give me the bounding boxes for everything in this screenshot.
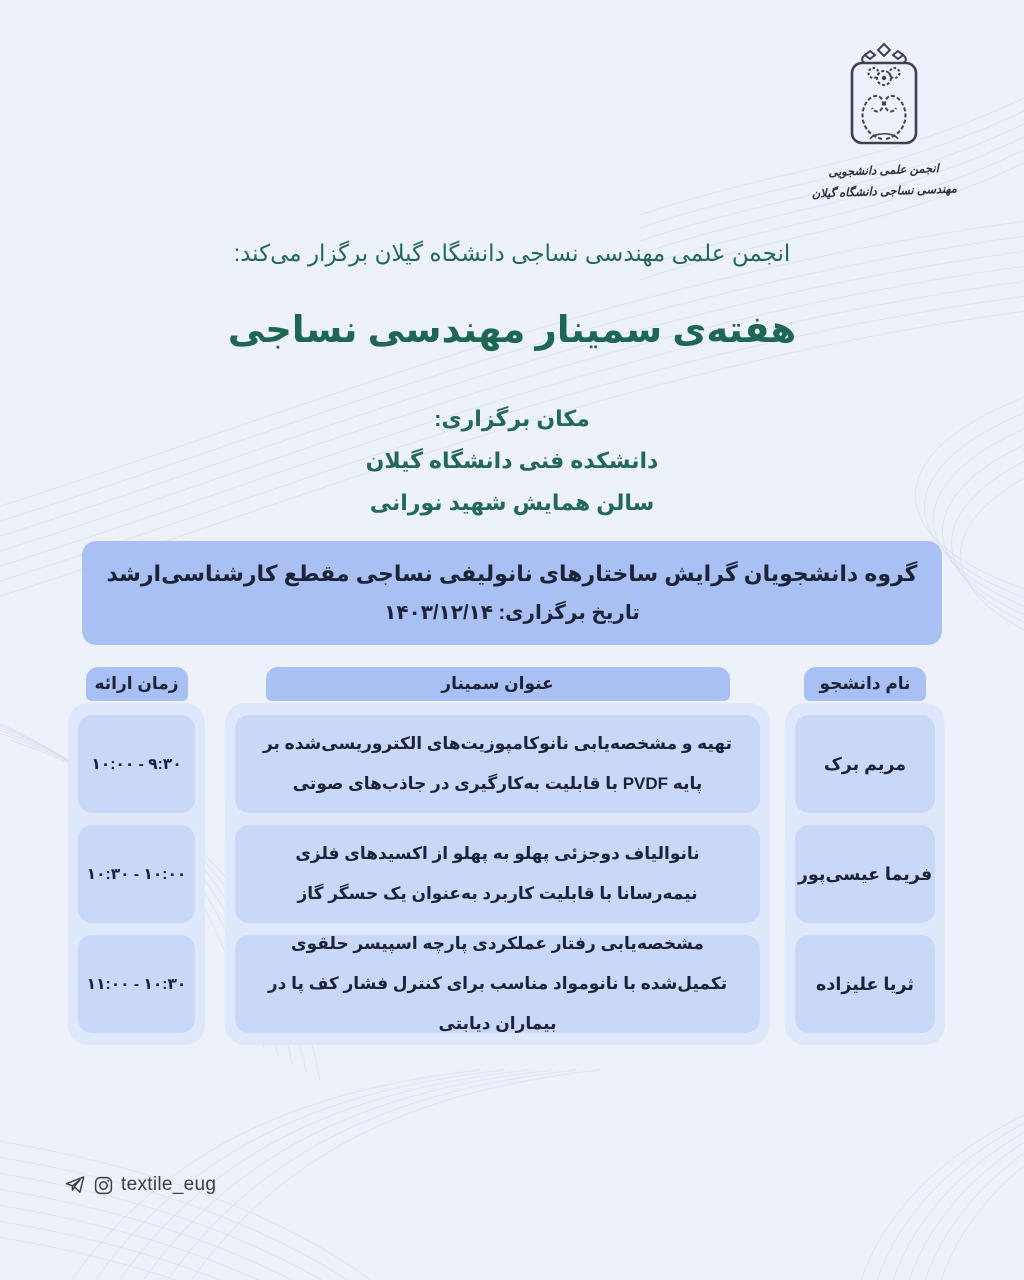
session-group-line: گروه دانشجویان گرایش ساختارهای نانولیفی نساجی مقطع کارشناسی‌ارشد (106, 561, 918, 586)
time-cell: ۱۱:۰۰ - ۱۰:۳۰ (78, 935, 195, 1033)
venue-faculty: دانشکده فنی دانشگاه گیلان (365, 448, 659, 474)
association-logo (800, 42, 968, 202)
seminar-titles-box (225, 703, 770, 1045)
time-cell: ۱۰:۰۰ - ۹:۳۰ (78, 715, 195, 813)
instagram-icon (93, 1175, 114, 1196)
session-date-line: تاریخ برگزاری: ۱۴۰۳/۱۲/۱۴ (384, 602, 640, 624)
header-student-name: نام دانشجو (804, 667, 926, 701)
student-name-cell: مریم برک (795, 715, 935, 813)
seminar-title-cell: نانوالیاف دوجزئی پهلو به پهلو از اکسیدهای فلزی نیمه‌رسانا با قابلیت کاربرد به‌عنوان یک حسگر گاز (235, 825, 760, 923)
seminar-schedule-table (68, 667, 945, 1045)
page-title: هفته‌ی سمینار مهندسی نساجی (227, 309, 797, 350)
logo-caption-line2: مهندسی نساجی دانشگاه گیلان (811, 183, 958, 201)
logo-caption-line1: انجمن علمی دانشجویی (828, 163, 940, 179)
telegram-icon (64, 1174, 86, 1196)
seminar-title-cell: مشخصه‌یابی رفتار عملکردی پارچه اسپیسر حلقوی تکمیل‌شده با نانومواد مناسب برای کنترل فشار کف پا در بیماران دیابتی (235, 935, 760, 1033)
seminar-title-cell: تهیه و مشخصه‌یابی نانوکامپوزیت‌های الکتروریسی‌شده بر پایه PVDF با قابلیت به‌کارگیری در جاذب‌های صوتی (235, 715, 760, 813)
social-footer (64, 1174, 216, 1196)
student-name-cell: فریما عیسی‌پور (795, 825, 935, 923)
organizer-line: انجمن علمی مهندسی نساجی دانشگاه گیلان برگزار می‌کند: (233, 240, 791, 266)
venue-block (0, 398, 1024, 525)
header-seminar-title: عنوان سمینار (266, 667, 730, 701)
header-presentation-time: زمان ارائه (86, 667, 188, 701)
column-seminar-titles (225, 667, 770, 1045)
social-handle: textile_eug (121, 1174, 217, 1195)
student-name-cell: ثریا علیزاده (795, 935, 935, 1033)
column-presentation-times (68, 667, 205, 1045)
student-names-box (785, 703, 945, 1045)
presentation-times-box (68, 703, 205, 1045)
time-cell: ۱۰:۳۰ - ۱۰:۰۰ (78, 825, 195, 923)
session-banner (82, 541, 942, 645)
column-student-names (785, 667, 945, 1045)
association-emblem-icon (840, 42, 928, 152)
venue-hall: سالن همایش شهید نورانی (369, 490, 655, 516)
venue-label: مکان برگزاری: (434, 406, 590, 431)
